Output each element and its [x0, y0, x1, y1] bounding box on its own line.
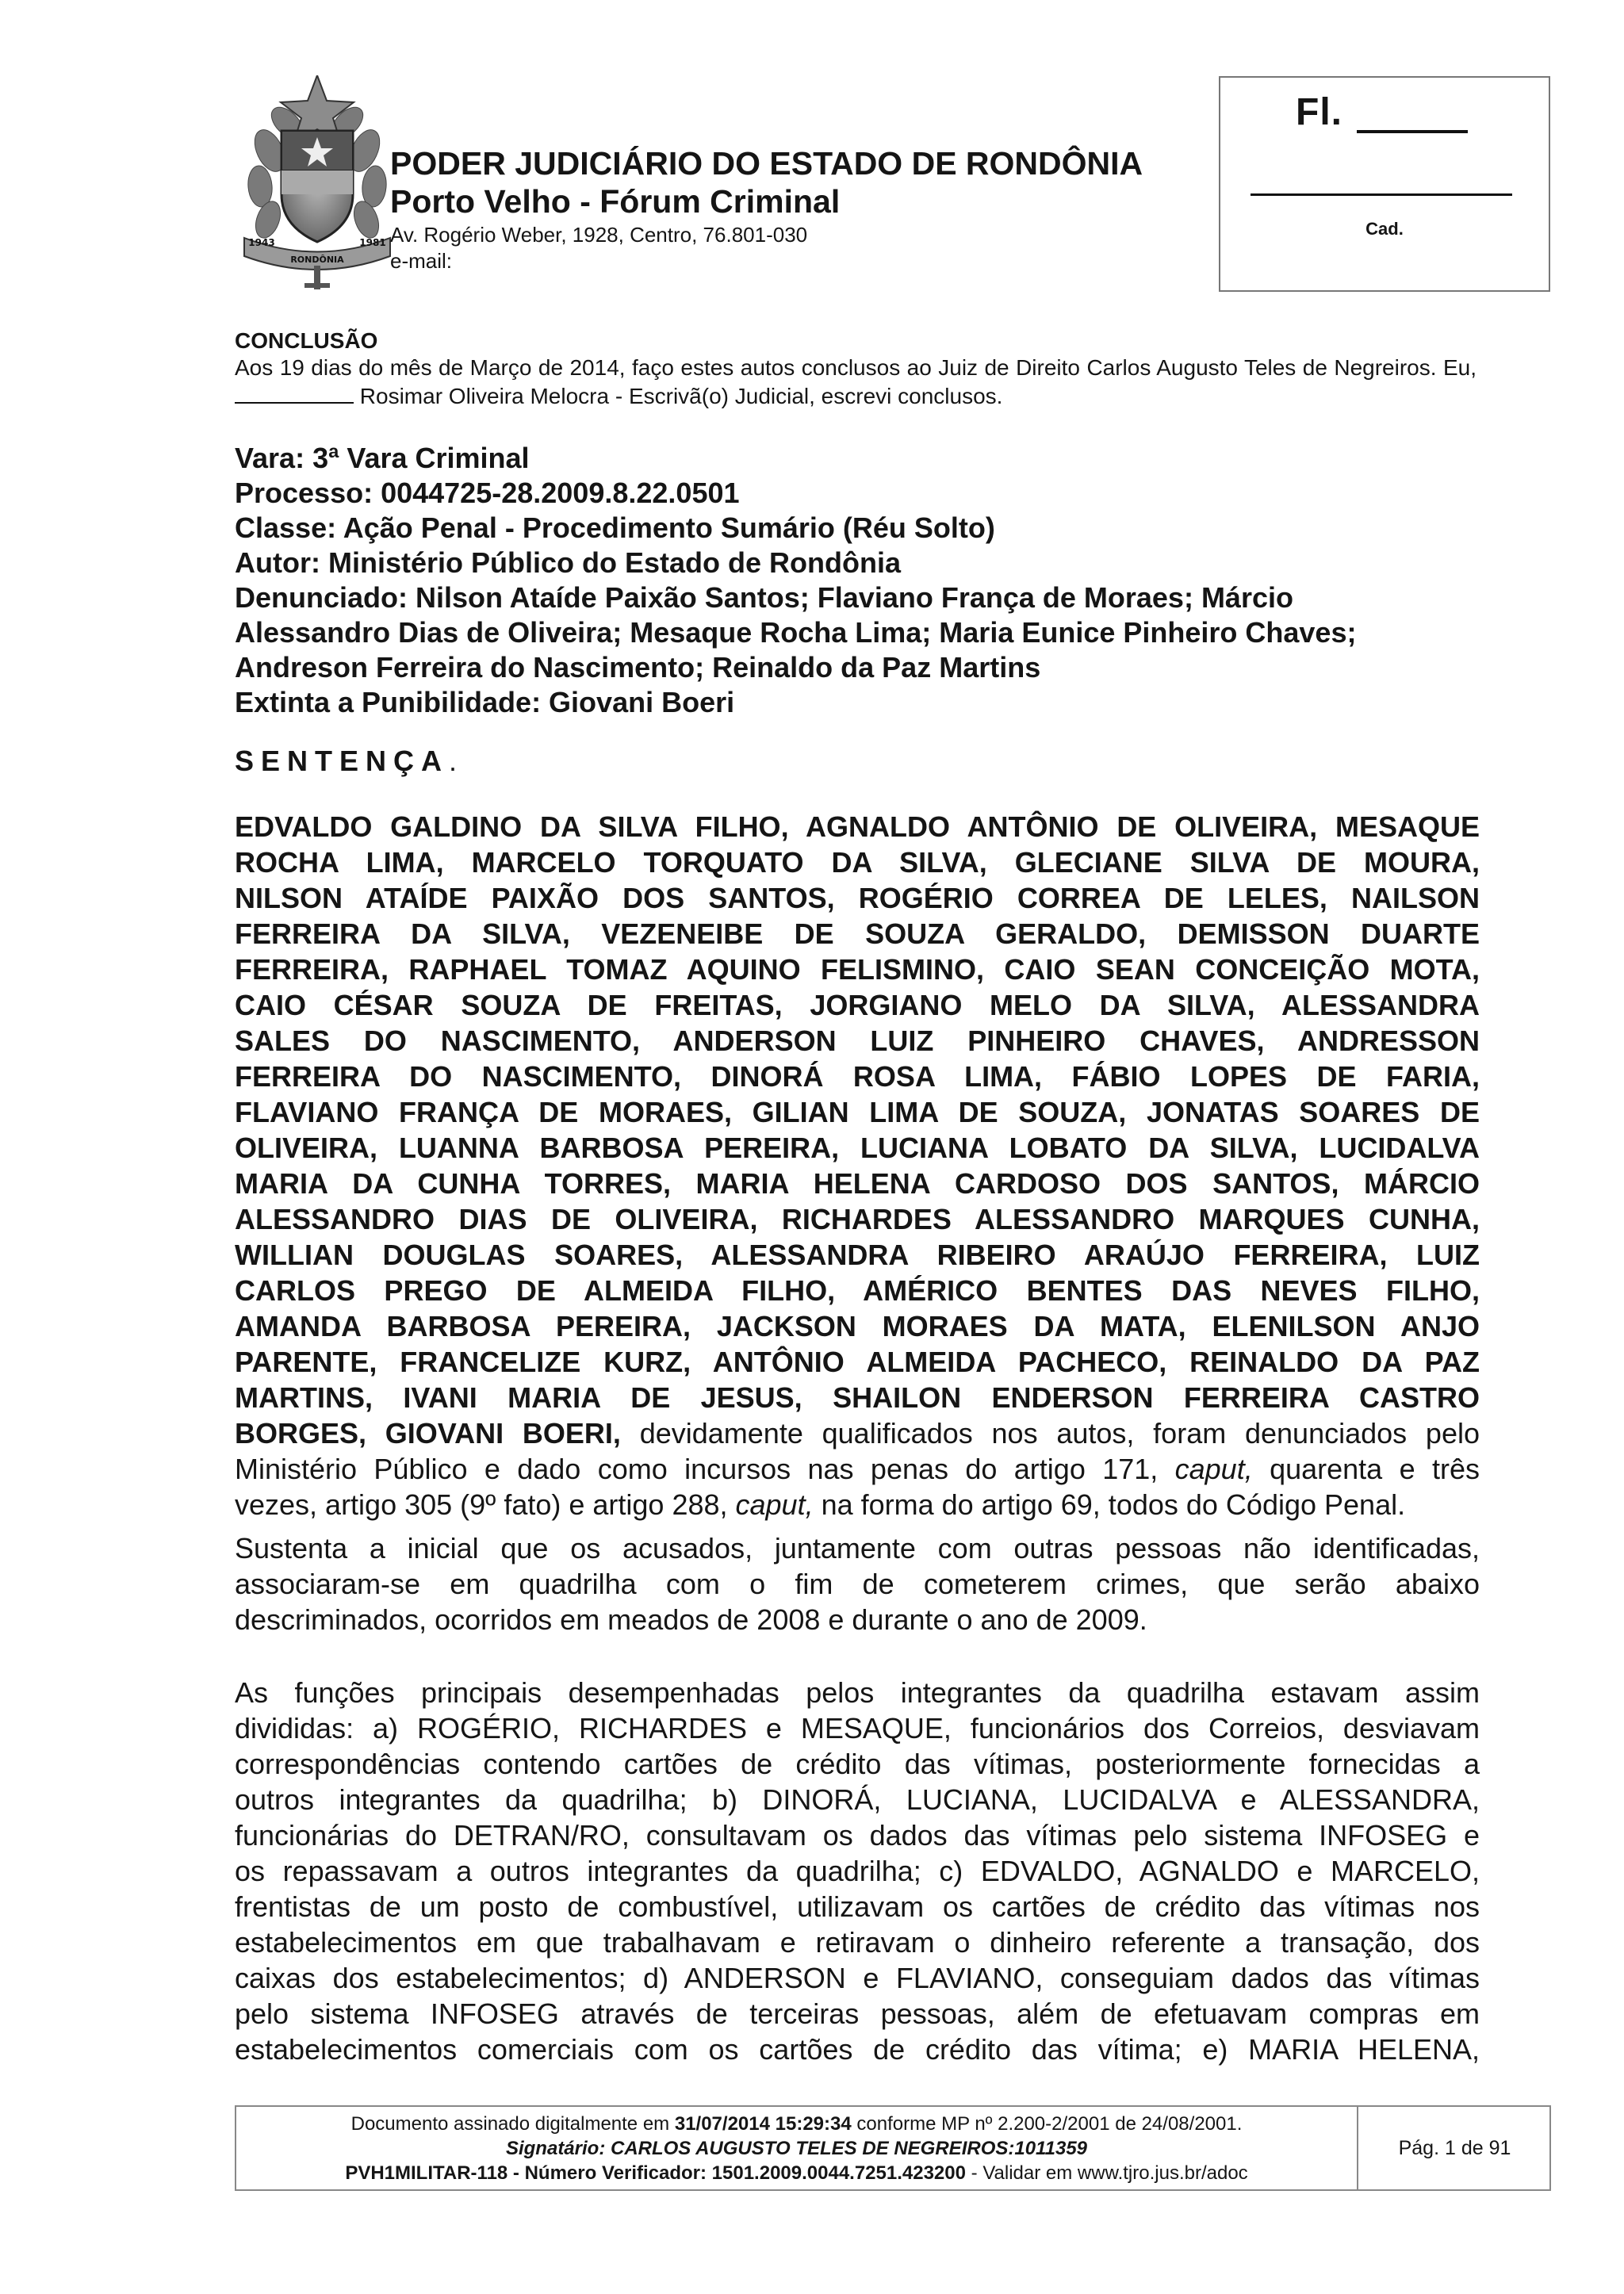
case-autor: Autor: Ministério Público do Estado de Rondônia — [235, 546, 901, 579]
main-paragraph-line — [235, 1487, 1480, 1522]
defendant-names-line: EDVALDO GALDINO DA SILVA FILHO, AGNALDO ANTÔNIO DE OLIVEIRA, MESAQUE — [235, 810, 1480, 843]
defendant-names-line: SALES DO NASCIMENTO, ANDERSON LUIZ PINHEIRO CHAVES, ANDRESSON — [235, 1024, 1480, 1057]
conclusao-text-part2: Rosimar Oliveira Melocra - Escrivã(o) Judicial, escrevi conclusos. — [359, 384, 1003, 408]
defendant-names-line: FERREIRA, RAPHAEL TOMAZ AQUINO FELISMINO, CAIO SEAN CONCEIÇÃO MOTA, — [235, 953, 1480, 986]
folio-box — [1219, 76, 1550, 292]
main-text-qualified: devidamente qualificados nos autos, foram denunciados pelo — [620, 1417, 1480, 1450]
folio-blank-line — [1357, 130, 1468, 133]
paragraph-line: associaram-se em quadrilha com o fim de cometerem crimes, que serão abaixo — [235, 1568, 1480, 1600]
paragraph-line: Sustenta a inicial que os acusados, juntamente com outras pessoas não identificadas, — [235, 1532, 1480, 1564]
paragraph-line: As funções principais desempenhadas pelos integrantes da quadrilha estavam assim — [235, 1676, 1480, 1709]
court-address: Av. Rogério Weber, 1928, Centro, 76.801-030 — [390, 223, 808, 247]
paragraph-line: outros integrantes da quadrilha; b) DINORÁ, LUCIANA, LUCIDALVA e ALESSANDRA, — [235, 1783, 1480, 1816]
main-text-vezes: vezes, artigo 305 (9º fato) e artigo 288, — [235, 1488, 736, 1521]
defendant-names-line: CAIO CÉSAR SOUZA DE FREITAS, JORGIANO MELO DA SILVA, ALESSANDRA — [235, 989, 1480, 1021]
defendant-names-line: MARTINS, IVANI MARIA DE JESUS, SHAILON ENDERSON FERREIRA CASTRO — [235, 1381, 1480, 1414]
cad-label: Cad. — [1365, 219, 1404, 239]
paragraph-line: caixas dos estabelecimentos; d) ANDERSON e FLAVIANO, conseguiam dados das vítimas — [235, 1962, 1480, 1994]
sentenca-title — [235, 744, 1480, 779]
footer-signed-datetime: 31/07/2014 15:29:34 — [674, 2113, 852, 2135]
paragraph-line: estabelecimentos comerciais com os cartões de crédito das vítima; e) MARIA HELENA, — [235, 2033, 1480, 2066]
case-denunciado-line: Alessandro Dias de Oliveira; Mesaque Rocha Lima; Maria Eunice Pinheiro Chaves; — [235, 616, 1357, 649]
paragraph-sustenta — [235, 1530, 1480, 1637]
case-vara: Vara: 3ª Vara Criminal — [235, 442, 530, 474]
court-name: PODER JUDICIÁRIO DO ESTADO DE RONDÔNIA — [390, 145, 1143, 182]
crest-year-right: 1981 — [359, 237, 386, 248]
defendant-names-line: PARENTE, FRANCELIZE KURZ, ANTÔNIO ALMEIDA PACHECO, REINALDO DA PAZ — [235, 1346, 1480, 1378]
footer-signatory: Signatário: CARLOS AUGUSTO TELES DE NEGREIROS:1011359 — [505, 2138, 1088, 2159]
sentenca-word: SENTENÇA — [235, 745, 450, 777]
crest-banner-text: RONDÔNIA — [290, 255, 344, 265]
signature-footer — [235, 2105, 1551, 2191]
defendant-names-line: NILSON ATAÍDE PAIXÃO DOS SANTOS, ROGÉRIO CORREA DE LELES, NAILSON — [235, 882, 1480, 914]
case-processo: Processo: 0044725-28.2009.8.22.0501 — [235, 477, 740, 509]
case-classe: Classe: Ação Penal - Procedimento Sumário (Réu Solto) — [235, 511, 995, 544]
footer-verifier-number: PVH1MILITAR-118 - Número Verificador: 1501.2009.0044.7251.423200 — [345, 2162, 966, 2184]
court-header — [390, 144, 1183, 274]
footer-signed-line — [236, 2112, 1357, 2136]
main-text-quarenta: quarenta e três — [1252, 1453, 1480, 1485]
defendant-names-line: CARLOS PREGO DE ALMEIDA FILHO, AMÉRICO BENTES DAS NEVES FILHO, — [235, 1274, 1480, 1307]
paragraph-line: correspondências contendo cartões de crédito das vítimas, posteriormente fornecidas a — [235, 1748, 1480, 1780]
paragraph-line: os repassavam a outros integrantes da quadrilha; c) EDVALDO, AGNALDO e MARCELO, — [235, 1855, 1480, 1887]
defendant-names-line: FLAVIANO FRANÇA DE MORAES, GILIAN LIMA DE SOUZA, JONATAS SOARES DE — [235, 1096, 1480, 1128]
defendant-names-line: MARIA DA CUNHA TORRES, MARIA HELENA CARDOSO DOS SANTOS, MÁRCIO — [235, 1167, 1480, 1200]
defendant-names-line: AMANDA BARBOSA PEREIRA, JACKSON MORAES DA MATA, ELENILSON ANJO — [235, 1310, 1480, 1342]
defendant-names-line: FERREIRA DA SILVA, VEZENEIBE DE SOUZA GERALDO, DEMISSON DUARTE — [235, 917, 1480, 950]
court-email-label: e-mail: — [390, 249, 453, 273]
defendant-names-line: FERREIRA DO NASCIMENTO, DINORÁ ROSA LIMA, FÁBIO LOPES DE FARIA, — [235, 1060, 1480, 1093]
caput-italic: caput, — [1174, 1453, 1253, 1485]
main-text-incursos: Ministério Público e dado como incursos nas penas do artigo 171, — [235, 1453, 1175, 1485]
paragraph-line: funcionárias do DETRAN/RO, consultavam os dados das vítimas pelo sistema INFOSEG e — [235, 1819, 1480, 1852]
case-denunciado-line: Denunciado: Nilson Ataíde Paixão Santos; Flaviano França de Moraes; Márcio — [235, 581, 1293, 614]
paragraph-line: estabelecimentos em que trabalhavam e retiravam o dinheiro referente a transação, dos — [235, 1926, 1480, 1959]
case-info — [235, 441, 1480, 720]
paragraph-line: frentistas de um posto de combustível, utilizavam os cartões de crédito das vítimas nos — [235, 1890, 1480, 1923]
caput-italic: caput, — [735, 1488, 814, 1521]
page-number: Pág. 1 de 91 — [1398, 2136, 1511, 2159]
defendant-names-line: OLIVEIRA, LUANNA BARBOSA PEREIRA, LUCIANA LOBATO DA SILVA, LUCIDALVA — [235, 1132, 1480, 1164]
footer-verifier-line — [236, 2161, 1357, 2185]
footer-signature-info — [236, 2107, 1358, 2189]
paragraph-line: pelo sistema INFOSEG através de terceiras pessoas, além de efetuavam compras em — [235, 1997, 1480, 2030]
paragraph-line: divididas: a) ROGÉRIO, RICHARDES e MESAQUE, funcionários dos Correios, desviavam — [235, 1712, 1480, 1744]
conclusao-text-part1: Aos 19 dias do mês de Março de 2014, faço estes autos conclusos ao Juiz de Direito Carlos Augusto Teles de Negreiros. Eu, — [235, 355, 1477, 380]
paragraph-funcoes — [235, 1675, 1480, 2067]
main-text-codigo: na forma do artigo 69, todos do Código Penal. — [813, 1488, 1406, 1521]
defendant-names-line: ROCHA LIMA, MARCELO TORQUATO DA SILVA, GLECIANE SILVA DE MOURA, — [235, 846, 1480, 879]
main-paragraph-line — [235, 1451, 1480, 1487]
crest-year-left: 1943 — [248, 237, 275, 248]
main-paragraph — [235, 809, 1480, 1522]
defendant-names-last: BORGES, GIOVANI BOERI, — [235, 1417, 621, 1450]
footer-validate-link[interactable]: - Validar em www.tjro.jus.br/adoc — [965, 2162, 1248, 2184]
conclusao-text — [235, 354, 1477, 411]
sentenca-dot: . — [449, 745, 458, 777]
cad-blank-line — [1251, 193, 1512, 196]
defendant-names-line: ALESSANDRO DIAS DE OLIVEIRA, RICHARDES ALESSANDRO MARQUES CUNHA, — [235, 1203, 1480, 1235]
footer-signed-prefix: Documento assinado digitalmente em — [350, 2113, 675, 2135]
coat-of-arms-logo — [238, 75, 396, 297]
case-extinta: Extinta a Punibilidade: Giovani Boeri — [235, 686, 735, 718]
case-denunciado-line: Andreson Ferreira do Nascimento; Reinaldo da Paz Martins — [235, 651, 1041, 684]
main-paragraph-line — [235, 1415, 1480, 1451]
conclusao-title: CONCLUSÃO — [235, 328, 378, 353]
court-place: Porto Velho - Fórum Criminal — [390, 183, 841, 220]
paragraph-line: descriminados, ocorridos em meados de 2008 e durante o ano de 2009. — [235, 1603, 1147, 1636]
signature-blank — [235, 386, 354, 404]
defendant-names-line: WILLIAN DOUGLAS SOARES, ALESSANDRA RIBEIRO ARAÚJO FERREIRA, LUIZ — [235, 1239, 1480, 1271]
footer-signed-suffix: conforme MP nº 2.200-2/2001 de 24/08/2001. — [851, 2113, 1243, 2135]
folio-label: Fl. — [1296, 91, 1342, 133]
